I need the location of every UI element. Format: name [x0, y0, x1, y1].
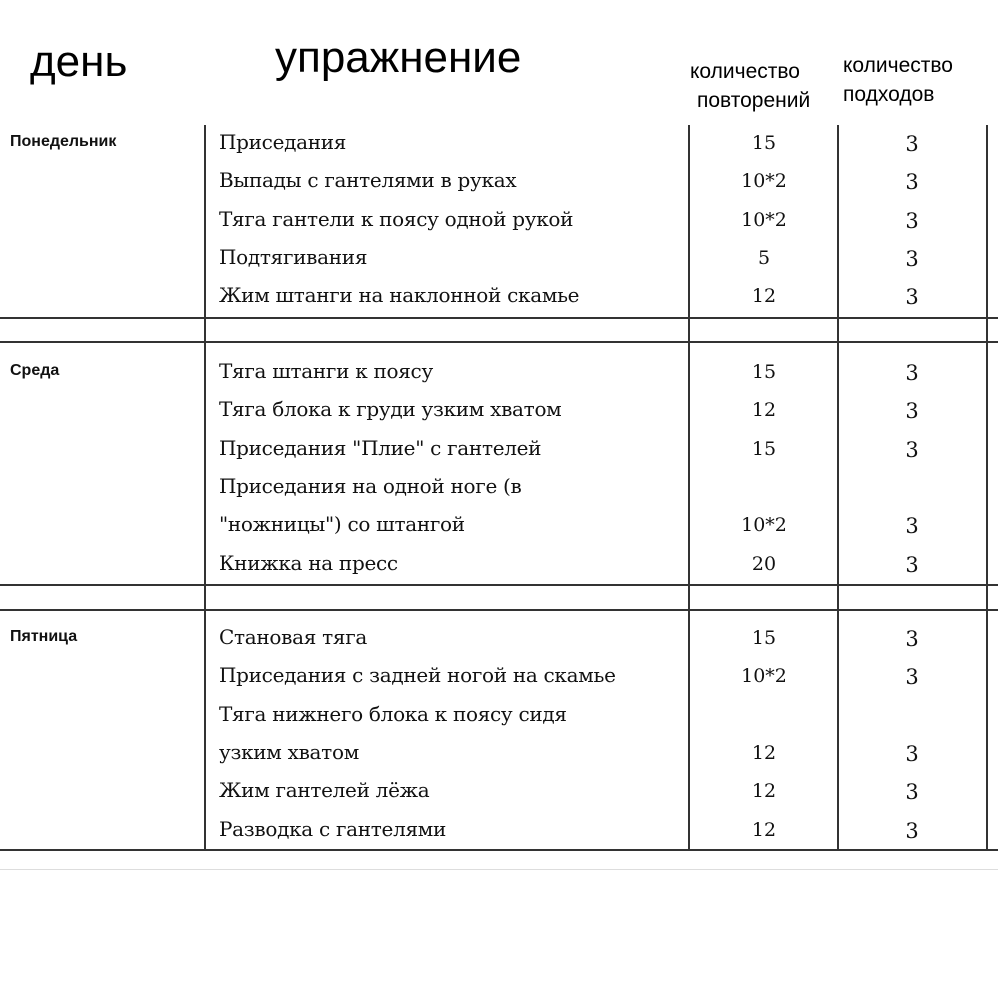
sets-cell: 3: [905, 132, 919, 156]
exercise-cell: Тяга штанги к поясу: [219, 359, 433, 383]
reps-cell: 12: [751, 780, 777, 803]
sets-cell: 3: [905, 665, 919, 690]
exercise-cell: узким хватом: [219, 739, 359, 764]
page-edge: [0, 869, 998, 870]
sets-cell: 3: [905, 437, 919, 462]
reps-cell: 12: [751, 285, 777, 308]
reps-cell: 10*2: [741, 514, 787, 537]
reps-cell: 10*2: [741, 665, 787, 688]
reps-cell: 15: [751, 437, 777, 460]
exercise-cell: Жим штанги на наклонной скамье: [219, 283, 580, 308]
exercise-cell: Подтягивания: [219, 244, 368, 269]
reps-cell: 15: [751, 361, 777, 383]
header-day: день: [30, 37, 128, 86]
row-divider: [0, 341, 998, 343]
sets-cell: 3: [905, 399, 919, 424]
header-reps-line2: повторений: [697, 89, 811, 112]
reps-cell: 12: [751, 818, 777, 841]
sets-cell: 3: [905, 514, 919, 539]
exercise-cell: "ножницы") со штангой: [219, 512, 465, 537]
exercise-cell: Приседания с задней ногой на скамье: [219, 663, 616, 688]
header-reps-line1: количество: [690, 60, 800, 83]
exercise-cell: Приседания: [219, 130, 347, 154]
reps-cell: 10*2: [741, 170, 787, 193]
reps-cell: 15: [751, 132, 777, 154]
column-divider: [688, 125, 690, 851]
sets-cell: 3: [905, 780, 919, 805]
exercise-cell: Приседания на одной ноге (в: [219, 473, 522, 498]
column-divider: [986, 125, 988, 851]
reps-cell: 12: [751, 741, 777, 764]
header-sets-line2: подходов: [843, 83, 935, 106]
reps-cell: 15: [751, 627, 777, 649]
sets-cell: 3: [905, 741, 919, 766]
sets-cell: 3: [905, 627, 919, 651]
row-divider: [0, 584, 998, 586]
reps-cell: 10*2: [741, 208, 787, 231]
exercise-cell: Жим гантелей лёжа: [219, 778, 430, 803]
row-divider: [0, 849, 998, 851]
exercise-cell: Книжка на пресс: [219, 550, 398, 575]
column-divider: [204, 125, 206, 851]
header-sets-line1: количество: [843, 54, 953, 77]
row-divider: [0, 609, 998, 611]
reps-cell: 12: [751, 399, 777, 422]
exercise-cell: Становая тяга: [219, 625, 368, 649]
row-divider: [0, 317, 998, 319]
reps-cell: 20: [751, 552, 777, 575]
exercise-cell: Выпады с гантелями в руках: [219, 168, 517, 193]
exercise-cell: Приседания "Плие" с гантелей: [219, 435, 542, 460]
sets-cell: 3: [905, 285, 919, 310]
sets-cell: 3: [905, 246, 919, 271]
sets-cell: 3: [905, 552, 919, 577]
day-label: Пятница: [10, 628, 78, 645]
exercise-cell: Тяга гантели к поясу одной рукой: [219, 206, 574, 231]
day-label: Понедельник: [10, 133, 117, 150]
exercise-cell: Разводка с гантелями: [219, 816, 447, 841]
column-divider: [837, 125, 839, 851]
sets-cell: 3: [905, 818, 919, 843]
exercise-cell: Тяга блока к груди узким хватом: [219, 397, 562, 422]
exercise-cell: Тяга нижнего блока к поясу сидя: [219, 701, 567, 726]
reps-cell: 5: [757, 246, 771, 269]
day-label: Среда: [10, 362, 60, 379]
sets-cell: 3: [905, 208, 919, 233]
sets-cell: 3: [905, 361, 919, 385]
header-exercise: упражнение: [275, 33, 522, 82]
sets-cell: 3: [905, 170, 919, 195]
